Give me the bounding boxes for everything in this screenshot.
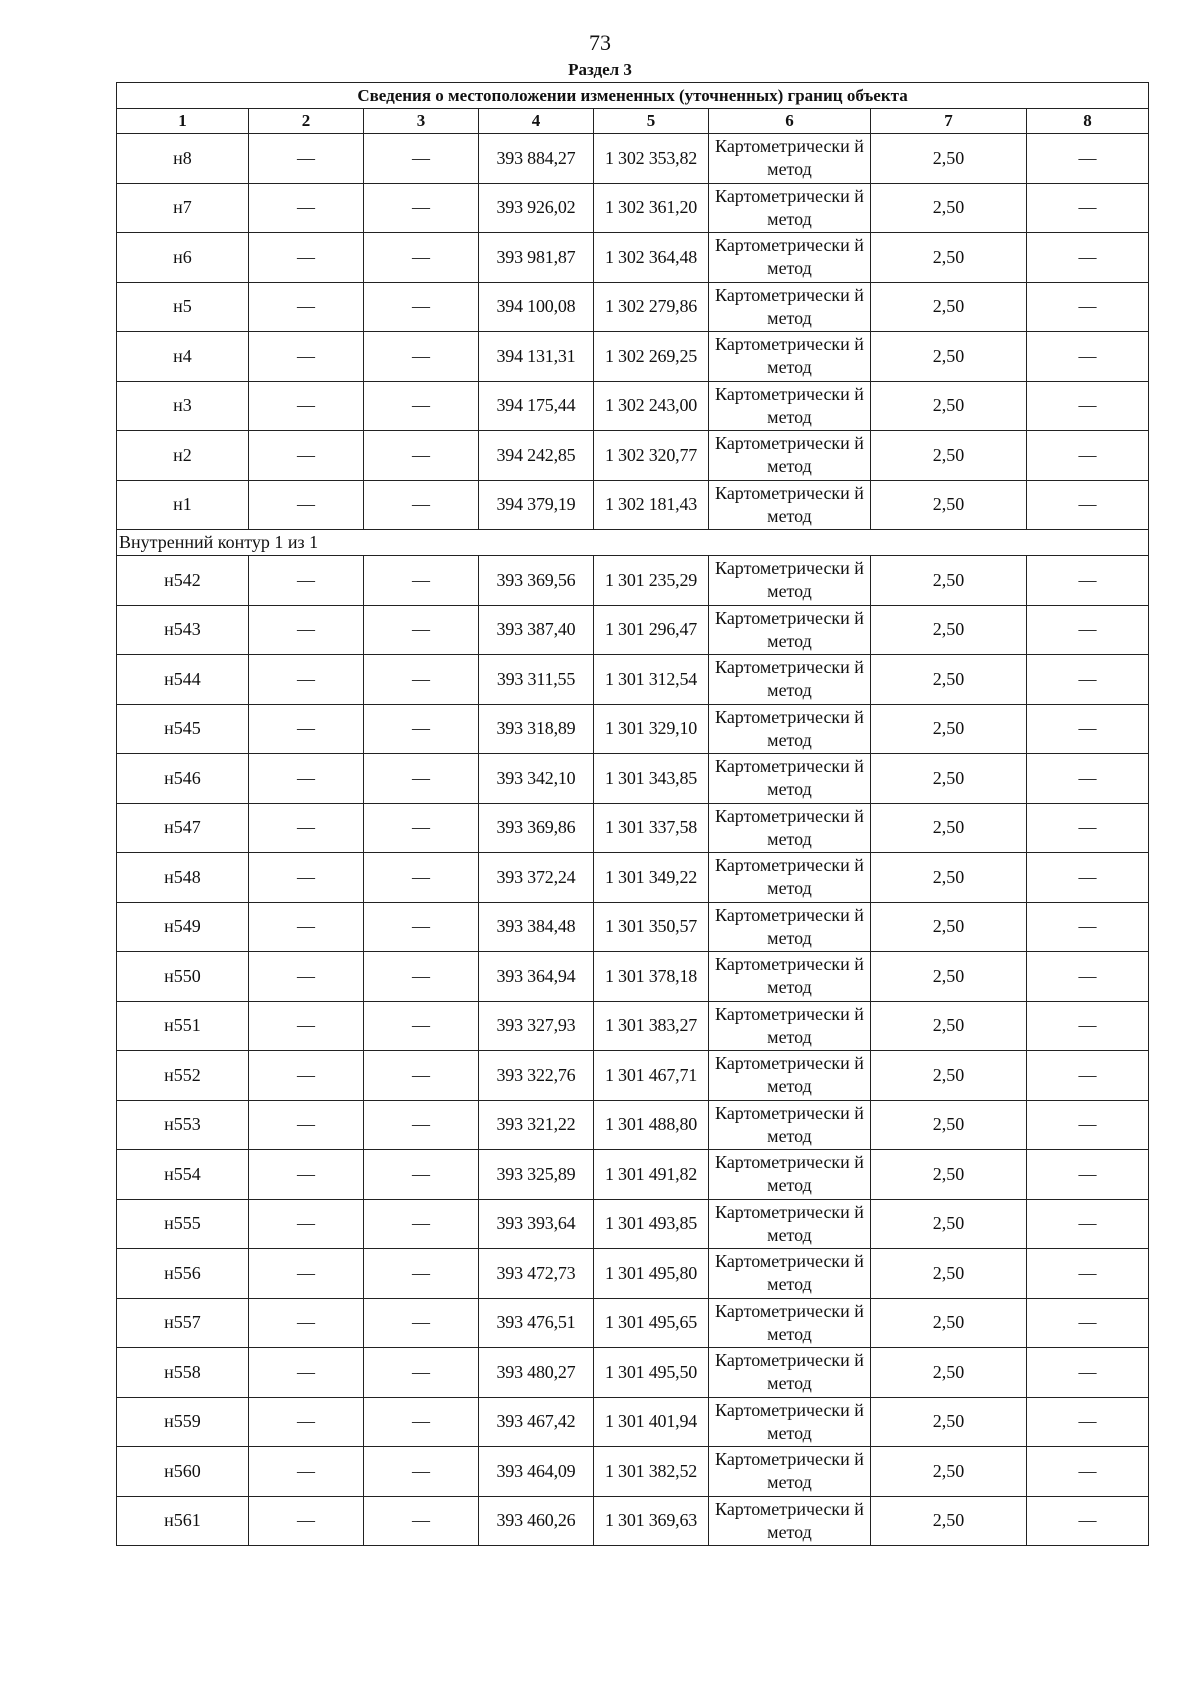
y-coordinate-cell: 1 301 378,18 xyxy=(594,952,709,1002)
accuracy-cell: 2,50 xyxy=(871,1397,1027,1447)
y-coordinate-cell: 1 301 337,58 xyxy=(594,803,709,853)
table-row xyxy=(117,1051,1149,1101)
x-coordinate-cell: 394 100,08 xyxy=(479,282,594,332)
accuracy-cell: 2,50 xyxy=(871,332,1027,382)
x-coordinate-cell: 393 372,24 xyxy=(479,853,594,903)
column-8-cell: — xyxy=(1027,754,1149,804)
table-row xyxy=(117,853,1149,903)
method-cell: Картометрически й метод xyxy=(709,803,871,853)
x-coordinate-cell: 393 393,64 xyxy=(479,1199,594,1249)
table-row xyxy=(117,952,1149,1002)
column-2-cell: — xyxy=(249,1001,364,1051)
column-number: 2 xyxy=(249,109,364,134)
column-3-cell: — xyxy=(364,1348,479,1398)
point-number-cell: н558 xyxy=(117,1348,249,1398)
method-cell: Картометрически й метод xyxy=(709,754,871,804)
column-3-cell: — xyxy=(364,704,479,754)
column-8-cell: — xyxy=(1027,1348,1149,1398)
x-coordinate-cell: 393 325,89 xyxy=(479,1150,594,1200)
table-row xyxy=(117,282,1149,332)
y-coordinate-cell: 1 301 495,65 xyxy=(594,1298,709,1348)
column-2-cell: — xyxy=(249,605,364,655)
accuracy-cell: 2,50 xyxy=(871,1447,1027,1497)
accuracy-cell: 2,50 xyxy=(871,134,1027,184)
column-8-cell: — xyxy=(1027,431,1149,481)
accuracy-cell: 2,50 xyxy=(871,902,1027,952)
table-row xyxy=(117,183,1149,233)
method-cell: Картометрически й метод xyxy=(709,1298,871,1348)
column-3-cell: — xyxy=(364,233,479,283)
table-row xyxy=(117,1150,1149,1200)
contour-label: Внутренний контур 1 из 1 xyxy=(117,530,1149,556)
x-coordinate-cell: 393 318,89 xyxy=(479,704,594,754)
column-3-cell: — xyxy=(364,282,479,332)
y-coordinate-cell: 1 301 401,94 xyxy=(594,1397,709,1447)
method-cell: Картометрически й метод xyxy=(709,704,871,754)
y-coordinate-cell: 1 302 320,77 xyxy=(594,431,709,481)
column-2-cell: — xyxy=(249,853,364,903)
x-coordinate-cell: 393 342,10 xyxy=(479,754,594,804)
column-3-cell: — xyxy=(364,754,479,804)
column-3-cell: — xyxy=(364,1051,479,1101)
method-cell: Картометрически й метод xyxy=(709,605,871,655)
table-row xyxy=(117,902,1149,952)
method-cell: Картометрически й метод xyxy=(709,431,871,481)
accuracy-cell: 2,50 xyxy=(871,952,1027,1002)
column-3-cell: — xyxy=(364,1001,479,1051)
point-number-cell: н543 xyxy=(117,605,249,655)
x-coordinate-cell: 393 926,02 xyxy=(479,183,594,233)
table-row xyxy=(117,655,1149,705)
table-row xyxy=(117,704,1149,754)
column-2-cell: — xyxy=(249,134,364,184)
column-3-cell: — xyxy=(364,1249,479,1299)
method-cell: Картометрически й метод xyxy=(709,556,871,606)
point-number-cell: н547 xyxy=(117,803,249,853)
column-2-cell: — xyxy=(249,1100,364,1150)
column-8-cell: — xyxy=(1027,1298,1149,1348)
point-number-cell: н559 xyxy=(117,1397,249,1447)
column-3-cell: — xyxy=(364,803,479,853)
method-cell: Картометрически й метод xyxy=(709,1397,871,1447)
point-number-cell: н561 xyxy=(117,1496,249,1546)
column-number-row xyxy=(117,109,1149,134)
column-3-cell: — xyxy=(364,332,479,382)
method-cell: Картометрически й метод xyxy=(709,1100,871,1150)
column-8-cell: — xyxy=(1027,1150,1149,1200)
method-cell: Картометрически й метод xyxy=(709,233,871,283)
column-3-cell: — xyxy=(364,952,479,1002)
accuracy-cell: 2,50 xyxy=(871,381,1027,431)
method-cell: Картометрически й метод xyxy=(709,1249,871,1299)
point-number-cell: н548 xyxy=(117,853,249,903)
column-3-cell: — xyxy=(364,1150,479,1200)
method-cell: Картометрически й метод xyxy=(709,134,871,184)
accuracy-cell: 2,50 xyxy=(871,853,1027,903)
column-3-cell: — xyxy=(364,1298,479,1348)
accuracy-cell: 2,50 xyxy=(871,1100,1027,1150)
method-cell: Картометрически й метод xyxy=(709,902,871,952)
column-3-cell: — xyxy=(364,1397,479,1447)
y-coordinate-cell: 1 301 329,10 xyxy=(594,704,709,754)
method-cell: Картометрически й метод xyxy=(709,1447,871,1497)
column-3-cell: — xyxy=(364,1199,479,1249)
column-2-cell: — xyxy=(249,1199,364,1249)
method-cell: Картометрически й метод xyxy=(709,853,871,903)
table-row xyxy=(117,1496,1149,1546)
table-row xyxy=(117,1397,1149,1447)
table-row xyxy=(117,480,1149,530)
column-8-cell: — xyxy=(1027,1447,1149,1497)
point-number-cell: н6 xyxy=(117,233,249,283)
accuracy-cell: 2,50 xyxy=(871,803,1027,853)
accuracy-cell: 2,50 xyxy=(871,556,1027,606)
point-number-cell: н555 xyxy=(117,1199,249,1249)
table-caption-row xyxy=(117,83,1149,109)
column-3-cell: — xyxy=(364,1447,479,1497)
column-number: 4 xyxy=(479,109,594,134)
method-cell: Картометрически й метод xyxy=(709,1496,871,1546)
x-coordinate-cell: 393 460,26 xyxy=(479,1496,594,1546)
x-coordinate-cell: 393 884,27 xyxy=(479,134,594,184)
x-coordinate-cell: 394 175,44 xyxy=(479,381,594,431)
column-8-cell: — xyxy=(1027,1397,1149,1447)
accuracy-cell: 2,50 xyxy=(871,1199,1027,1249)
table-row xyxy=(117,803,1149,853)
accuracy-cell: 2,50 xyxy=(871,704,1027,754)
x-coordinate-cell: 393 387,40 xyxy=(479,605,594,655)
x-coordinate-cell: 393 321,22 xyxy=(479,1100,594,1150)
table-row xyxy=(117,1447,1149,1497)
column-8-cell: — xyxy=(1027,556,1149,606)
y-coordinate-cell: 1 301 382,52 xyxy=(594,1447,709,1497)
column-2-cell: — xyxy=(249,1447,364,1497)
y-coordinate-cell: 1 301 343,85 xyxy=(594,754,709,804)
accuracy-cell: 2,50 xyxy=(871,431,1027,481)
y-coordinate-cell: 1 302 279,86 xyxy=(594,282,709,332)
column-3-cell: — xyxy=(364,480,479,530)
x-coordinate-cell: 393 311,55 xyxy=(479,655,594,705)
x-coordinate-cell: 393 322,76 xyxy=(479,1051,594,1101)
y-coordinate-cell: 1 301 350,57 xyxy=(594,902,709,952)
y-coordinate-cell: 1 301 495,50 xyxy=(594,1348,709,1398)
point-number-cell: н556 xyxy=(117,1249,249,1299)
method-cell: Картометрически й метод xyxy=(709,480,871,530)
point-number-cell: н542 xyxy=(117,556,249,606)
accuracy-cell: 2,50 xyxy=(871,233,1027,283)
page-number: 73 xyxy=(589,30,611,55)
column-2-cell: — xyxy=(249,754,364,804)
column-8-cell: — xyxy=(1027,332,1149,382)
column-8-cell: — xyxy=(1027,1001,1149,1051)
x-coordinate-cell: 393 464,09 xyxy=(479,1447,594,1497)
column-2-cell: — xyxy=(249,431,364,481)
column-2-cell: — xyxy=(249,655,364,705)
column-8-cell: — xyxy=(1027,183,1149,233)
method-cell: Картометрически й метод xyxy=(709,282,871,332)
point-number-cell: н554 xyxy=(117,1150,249,1200)
method-cell: Картометрически й метод xyxy=(709,952,871,1002)
y-coordinate-cell: 1 302 364,48 xyxy=(594,233,709,283)
column-2-cell: — xyxy=(249,556,364,606)
y-coordinate-cell: 1 301 296,47 xyxy=(594,605,709,655)
y-coordinate-cell: 1 301 491,82 xyxy=(594,1150,709,1200)
table-row xyxy=(117,332,1149,382)
column-2-cell: — xyxy=(249,704,364,754)
column-3-cell: — xyxy=(364,1100,479,1150)
column-2-cell: — xyxy=(249,332,364,382)
column-3-cell: — xyxy=(364,431,479,481)
section-title: Раздел 3 xyxy=(568,60,632,79)
accuracy-cell: 2,50 xyxy=(871,1150,1027,1200)
column-8-cell: — xyxy=(1027,1496,1149,1546)
x-coordinate-cell: 393 384,48 xyxy=(479,902,594,952)
table-row xyxy=(117,1100,1149,1150)
column-8-cell: — xyxy=(1027,381,1149,431)
method-cell: Картометрически й метод xyxy=(709,381,871,431)
x-coordinate-cell: 393 369,86 xyxy=(479,803,594,853)
point-number-cell: н557 xyxy=(117,1298,249,1348)
point-number-cell: н551 xyxy=(117,1001,249,1051)
accuracy-cell: 2,50 xyxy=(871,1001,1027,1051)
y-coordinate-cell: 1 301 467,71 xyxy=(594,1051,709,1101)
column-number: 5 xyxy=(594,109,709,134)
accuracy-cell: 2,50 xyxy=(871,480,1027,530)
accuracy-cell: 2,50 xyxy=(871,282,1027,332)
point-number-cell: н7 xyxy=(117,183,249,233)
y-coordinate-cell: 1 301 235,29 xyxy=(594,556,709,606)
column-8-cell: — xyxy=(1027,902,1149,952)
point-number-cell: н552 xyxy=(117,1051,249,1101)
contour-row xyxy=(117,530,1149,556)
boundary-coordinates-table xyxy=(116,82,1149,1546)
point-number-cell: н8 xyxy=(117,134,249,184)
method-cell: Картометрически й метод xyxy=(709,1150,871,1200)
column-3-cell: — xyxy=(364,556,479,606)
column-8-cell: — xyxy=(1027,952,1149,1002)
table-body xyxy=(117,134,1149,1546)
accuracy-cell: 2,50 xyxy=(871,1298,1027,1348)
point-number-cell: н553 xyxy=(117,1100,249,1150)
table-row xyxy=(117,431,1149,481)
column-8-cell: — xyxy=(1027,1199,1149,1249)
y-coordinate-cell: 1 301 349,22 xyxy=(594,853,709,903)
accuracy-cell: 2,50 xyxy=(871,605,1027,655)
point-number-cell: н5 xyxy=(117,282,249,332)
column-8-cell: — xyxy=(1027,480,1149,530)
x-coordinate-cell: 393 472,73 xyxy=(479,1249,594,1299)
y-coordinate-cell: 1 302 181,43 xyxy=(594,480,709,530)
y-coordinate-cell: 1 301 495,80 xyxy=(594,1249,709,1299)
column-2-cell: — xyxy=(249,233,364,283)
x-coordinate-cell: 393 327,93 xyxy=(479,1001,594,1051)
accuracy-cell: 2,50 xyxy=(871,655,1027,705)
table-row xyxy=(117,605,1149,655)
column-2-cell: — xyxy=(249,282,364,332)
column-8-cell: — xyxy=(1027,605,1149,655)
table-row xyxy=(117,1348,1149,1398)
column-3-cell: — xyxy=(364,183,479,233)
column-2-cell: — xyxy=(249,902,364,952)
y-coordinate-cell: 1 301 493,85 xyxy=(594,1199,709,1249)
accuracy-cell: 2,50 xyxy=(871,1496,1027,1546)
point-number-cell: н545 xyxy=(117,704,249,754)
point-number-cell: н549 xyxy=(117,902,249,952)
point-number-cell: н3 xyxy=(117,381,249,431)
x-coordinate-cell: 393 480,27 xyxy=(479,1348,594,1398)
y-coordinate-cell: 1 301 488,80 xyxy=(594,1100,709,1150)
y-coordinate-cell: 1 301 369,63 xyxy=(594,1496,709,1546)
column-8-cell: — xyxy=(1027,803,1149,853)
table-row xyxy=(117,1298,1149,1348)
table-row xyxy=(117,134,1149,184)
table-row xyxy=(117,1001,1149,1051)
column-2-cell: — xyxy=(249,1496,364,1546)
x-coordinate-cell: 393 476,51 xyxy=(479,1298,594,1348)
column-3-cell: — xyxy=(364,655,479,705)
method-cell: Картометрически й метод xyxy=(709,655,871,705)
accuracy-cell: 2,50 xyxy=(871,1348,1027,1398)
method-cell: Картометрически й метод xyxy=(709,332,871,382)
y-coordinate-cell: 1 301 312,54 xyxy=(594,655,709,705)
x-coordinate-cell: 393 364,94 xyxy=(479,952,594,1002)
column-2-cell: — xyxy=(249,1150,364,1200)
column-3-cell: — xyxy=(364,902,479,952)
table-row xyxy=(117,1199,1149,1249)
point-number-cell: н560 xyxy=(117,1447,249,1497)
column-8-cell: — xyxy=(1027,704,1149,754)
method-cell: Картометрически й метод xyxy=(709,1199,871,1249)
column-2-cell: — xyxy=(249,1051,364,1101)
column-number: 1 xyxy=(117,109,249,134)
table-row xyxy=(117,754,1149,804)
point-number-cell: н4 xyxy=(117,332,249,382)
point-number-cell: н546 xyxy=(117,754,249,804)
column-2-cell: — xyxy=(249,1249,364,1299)
column-number: 8 xyxy=(1027,109,1149,134)
table-caption: Сведения о местоположении измененных (уточненных) границ объекта xyxy=(117,83,1149,109)
x-coordinate-cell: 393 467,42 xyxy=(479,1397,594,1447)
x-coordinate-cell: 393 369,56 xyxy=(479,556,594,606)
accuracy-cell: 2,50 xyxy=(871,754,1027,804)
method-cell: Картометрически й метод xyxy=(709,183,871,233)
column-3-cell: — xyxy=(364,134,479,184)
method-cell: Картометрически й метод xyxy=(709,1051,871,1101)
column-number: 3 xyxy=(364,109,479,134)
point-number-cell: н544 xyxy=(117,655,249,705)
point-number-cell: н2 xyxy=(117,431,249,481)
y-coordinate-cell: 1 302 353,82 xyxy=(594,134,709,184)
accuracy-cell: 2,50 xyxy=(871,1051,1027,1101)
table-row xyxy=(117,381,1149,431)
column-8-cell: — xyxy=(1027,282,1149,332)
x-coordinate-cell: 393 981,87 xyxy=(479,233,594,283)
x-coordinate-cell: 394 379,19 xyxy=(479,480,594,530)
table-row xyxy=(117,556,1149,606)
y-coordinate-cell: 1 302 269,25 xyxy=(594,332,709,382)
x-coordinate-cell: 394 242,85 xyxy=(479,431,594,481)
table-row xyxy=(117,233,1149,283)
column-8-cell: — xyxy=(1027,853,1149,903)
method-cell: Картометрически й метод xyxy=(709,1001,871,1051)
accuracy-cell: 2,50 xyxy=(871,1249,1027,1299)
column-2-cell: — xyxy=(249,1348,364,1398)
column-2-cell: — xyxy=(249,1397,364,1447)
column-2-cell: — xyxy=(249,803,364,853)
column-3-cell: — xyxy=(364,853,479,903)
column-8-cell: — xyxy=(1027,1249,1149,1299)
y-coordinate-cell: 1 302 243,00 xyxy=(594,381,709,431)
column-2-cell: — xyxy=(249,952,364,1002)
column-3-cell: — xyxy=(364,381,479,431)
column-8-cell: — xyxy=(1027,655,1149,705)
column-8-cell: — xyxy=(1027,1100,1149,1150)
column-8-cell: — xyxy=(1027,1051,1149,1101)
column-3-cell: — xyxy=(364,1496,479,1546)
y-coordinate-cell: 1 302 361,20 xyxy=(594,183,709,233)
column-2-cell: — xyxy=(249,183,364,233)
column-number: 7 xyxy=(871,109,1027,134)
column-2-cell: — xyxy=(249,1298,364,1348)
table-row xyxy=(117,1249,1149,1299)
column-2-cell: — xyxy=(249,381,364,431)
column-2-cell: — xyxy=(249,480,364,530)
column-number: 6 xyxy=(709,109,871,134)
accuracy-cell: 2,50 xyxy=(871,183,1027,233)
y-coordinate-cell: 1 301 383,27 xyxy=(594,1001,709,1051)
column-8-cell: — xyxy=(1027,233,1149,283)
column-3-cell: — xyxy=(364,605,479,655)
column-8-cell: — xyxy=(1027,134,1149,184)
method-cell: Картометрически й метод xyxy=(709,1348,871,1398)
point-number-cell: н550 xyxy=(117,952,249,1002)
x-coordinate-cell: 394 131,31 xyxy=(479,332,594,382)
point-number-cell: н1 xyxy=(117,480,249,530)
